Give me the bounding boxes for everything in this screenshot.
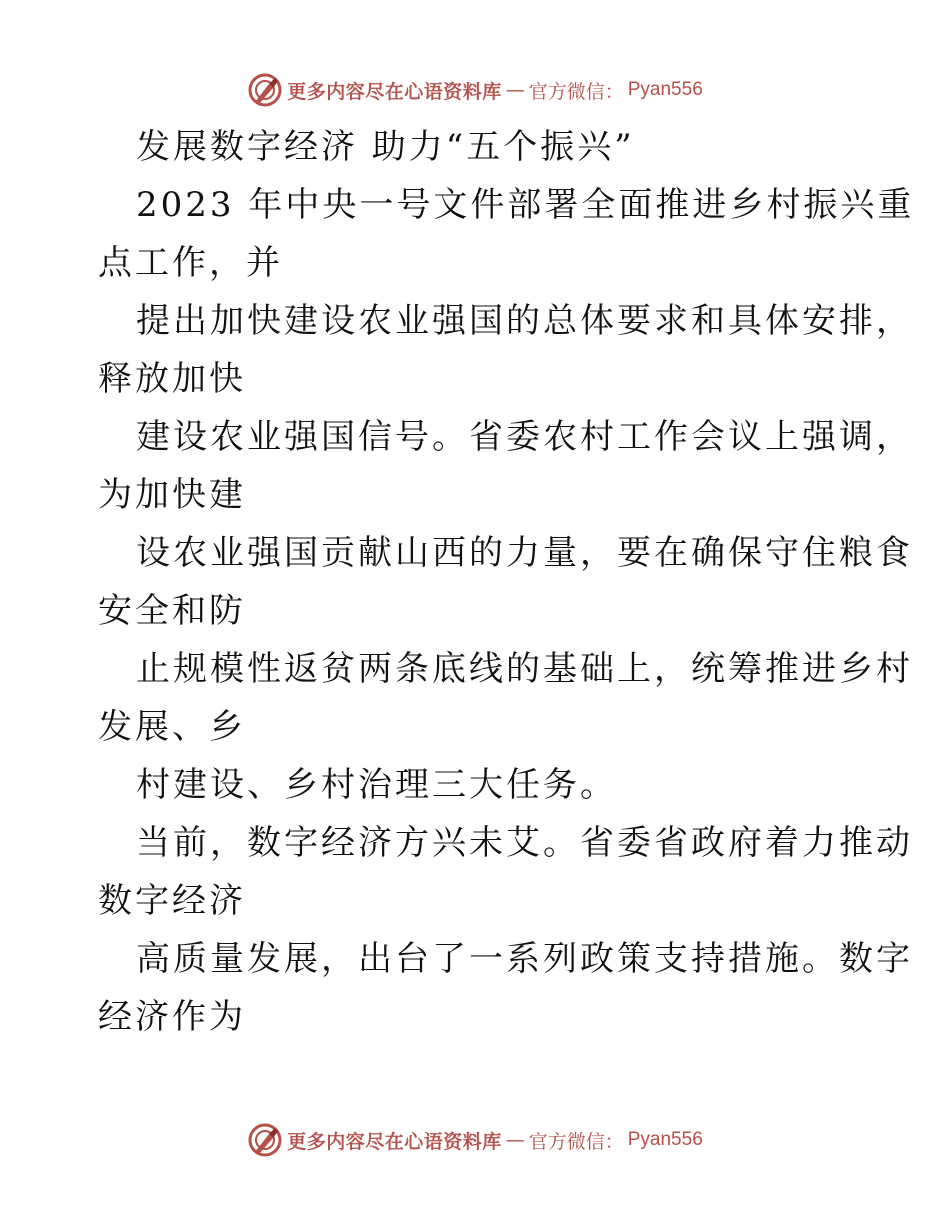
text-line: 数字经济 — [98, 881, 246, 921]
banner-official-label: 官方微信： — [528, 1130, 624, 1153]
text-line: 为加快建 — [98, 475, 246, 515]
text-line: 安全和防 — [98, 591, 246, 631]
text-line: 村建设、乡村治理三大任务。 — [136, 765, 617, 805]
banner-dash: — — [505, 79, 525, 101]
banner-text: 更多内容尽在心语资料库 — [287, 80, 502, 103]
text-line: 经济作为 — [98, 997, 246, 1037]
footer-watermark-banner — [0, 1120, 950, 1160]
text-line: 发展、乡 — [98, 707, 246, 747]
banner-text: 更多内容尽在心语资料库 — [287, 1130, 502, 1153]
pen-logo-icon — [247, 72, 283, 108]
pen-logo-icon — [247, 1122, 283, 1158]
text-line: 发展数字经济 助力“五个振兴” — [136, 127, 635, 167]
text-line: 高质量发展，出台了一系列政策支持措施。数字 — [136, 939, 913, 979]
banner-dash: — — [505, 1129, 525, 1151]
text-line: 2023 年中央一号文件部署全面推进乡村振兴重 — [136, 185, 915, 225]
banner-wechat-id: Pyan556 — [627, 79, 703, 100]
document-body — [98, 118, 915, 1046]
text-line: 释放加快 — [98, 359, 246, 399]
banner-wechat-id: Pyan556 — [627, 1129, 703, 1150]
text-line: 设农业强国贡献山西的力量，要在确保守住粮食 — [136, 533, 913, 573]
header-watermark-banner — [0, 70, 950, 110]
banner-official-label: 官方微信： — [528, 80, 624, 103]
text-line: 止规模性返贫两条底线的基础上，统筹推进乡村 — [136, 649, 913, 689]
text-line: 建设农业强国信号。省委农村工作会议上强调， — [136, 417, 913, 457]
text-line: 提出加快建设农业强国的总体要求和具体安排， — [136, 301, 913, 341]
text-line: 点工作，并 — [98, 243, 283, 283]
text-line: 当前，数字经济方兴未艾。省委省政府着力推动 — [136, 823, 913, 863]
